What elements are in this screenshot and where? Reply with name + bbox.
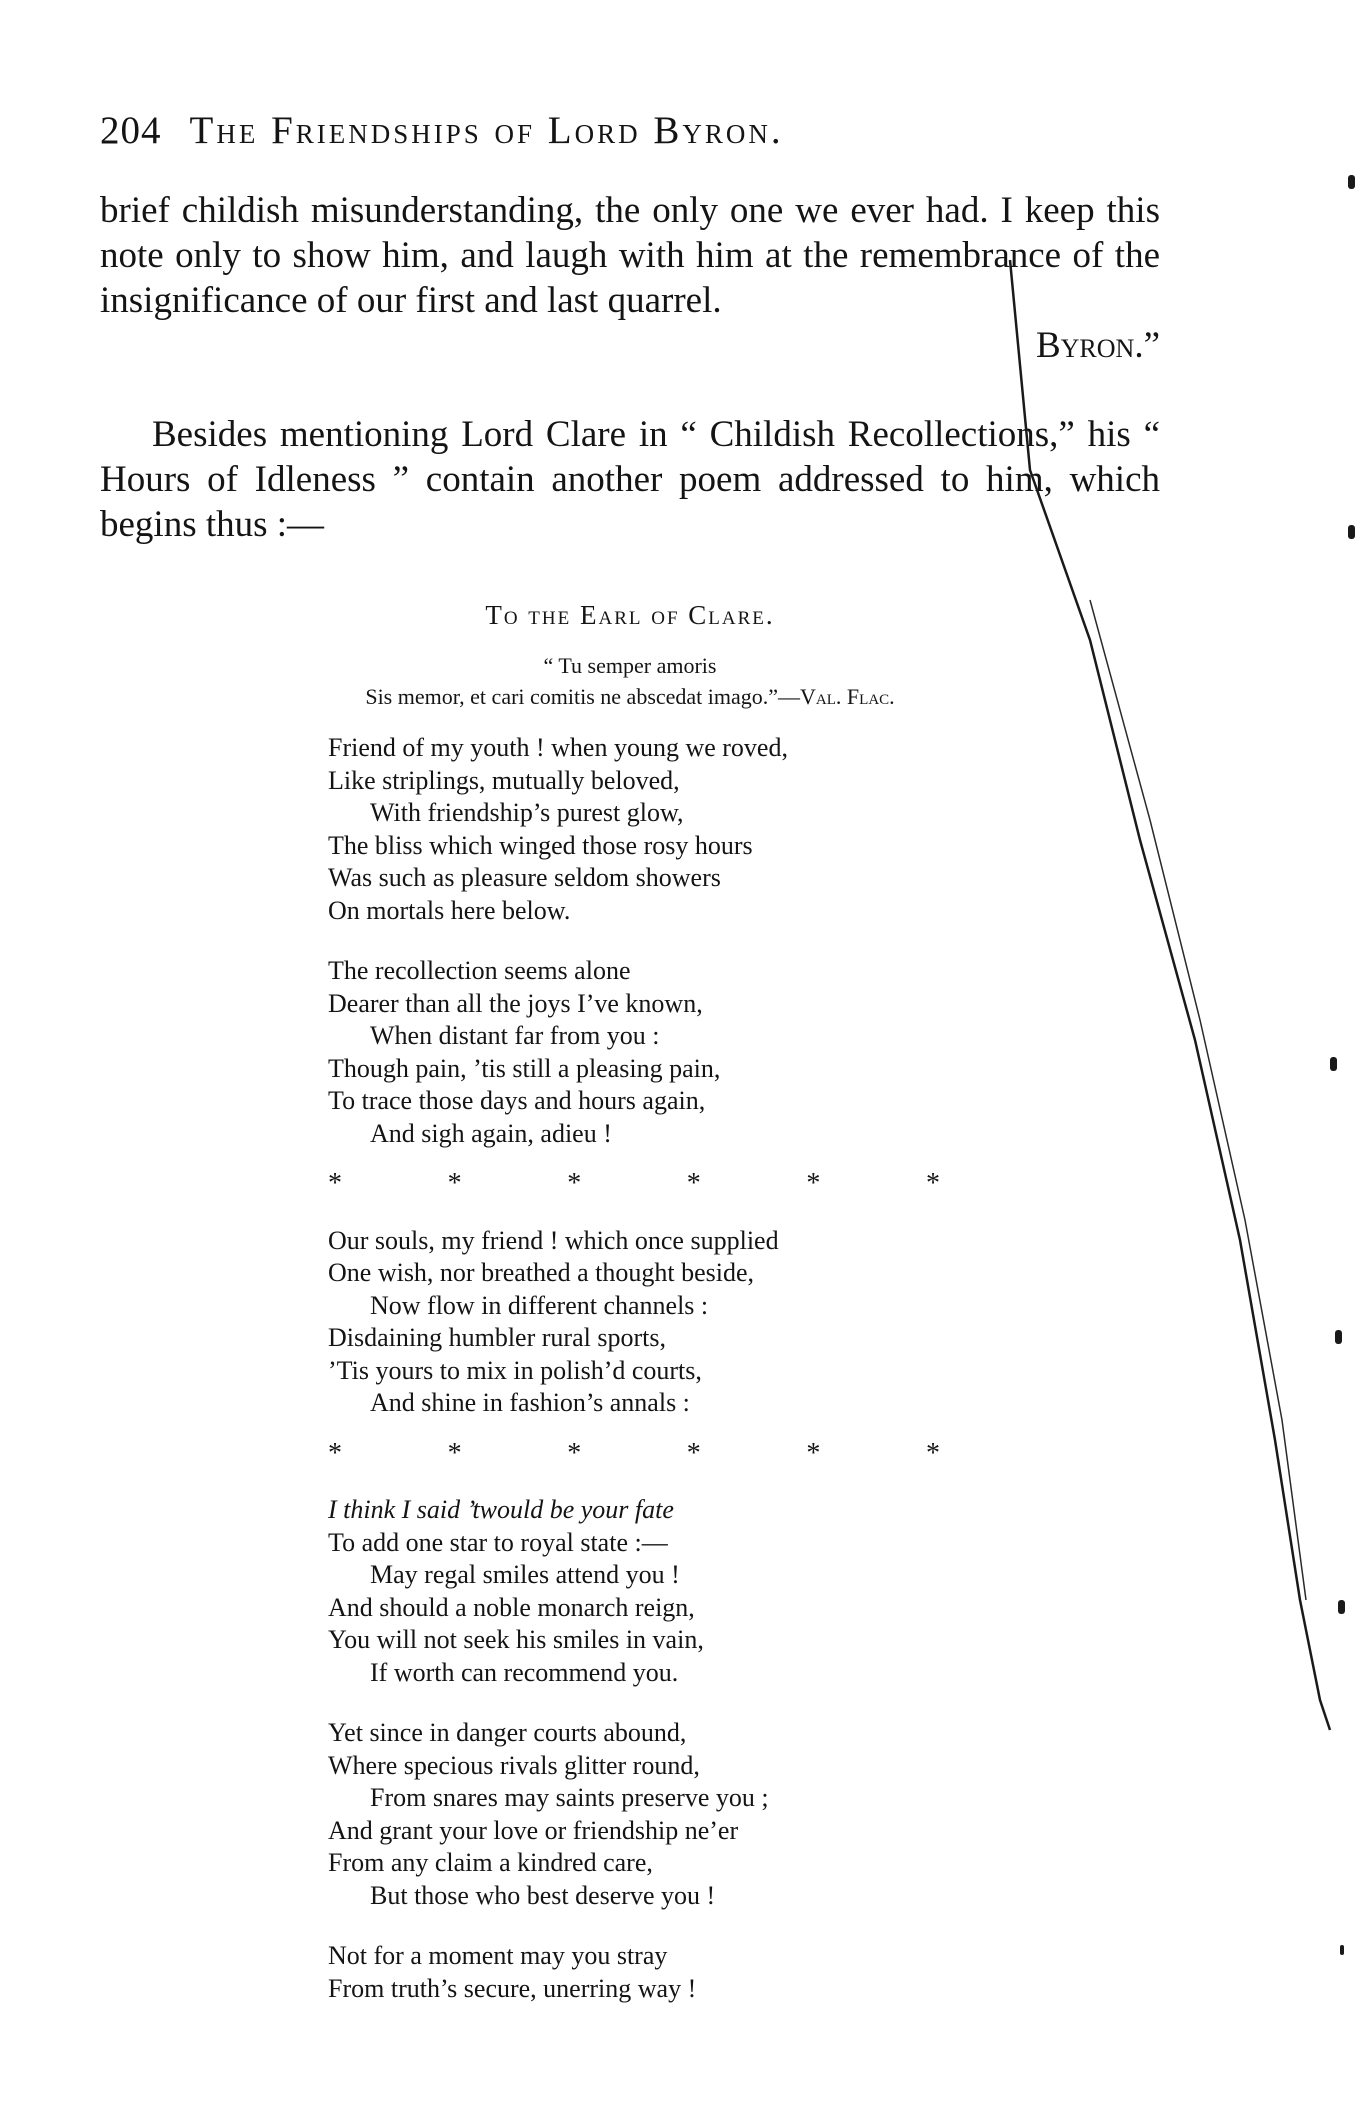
verse-line: Dearer than all the joys I’ve known, [328,988,703,1018]
poem-title: To the Earl of Clare. [485,600,775,630]
verse-line: From any claim a kindred care, [328,1848,653,1877]
verse-line: And sigh again, adieu ! [370,1118,612,1148]
asterisk: * [567,1168,582,1199]
verse-line: From snares may saints preserve you ; [370,1783,769,1812]
verse-line: Our souls, my friend ! which once supplied [328,1225,779,1255]
asterisk: * [328,1168,342,1199]
verse-line: Not for a moment may you stray [328,1941,668,1970]
verse-line: You will not seek his smiles in vain, [328,1625,704,1654]
verse-line: ’Tis yours to mix in polish’d courts, [328,1355,702,1385]
verse-line: When distant far from you : [370,1021,660,1050]
letter-text: brief childish misunderstanding, the only one we ever had. I keep this note only to show him, and laugh with him at the remembrance of the insignificance of our first and last quarrel. [100,190,1160,321]
verse-line: If worth can recommend you. [370,1657,679,1687]
verse-line: Like striplings, mutually beloved, [328,765,680,795]
verse-line: To trace those days and hours again, [328,1086,706,1115]
intro-text: Besides mentioning Lord Clare in “ Childish Recollections,” his “ Hours of Idleness ” contain another poem addressed to him, which begins thus :— [100,414,1160,545]
asterisk: * [447,1168,462,1199]
epigraph-line-2: Sis memor, et cari comitis ne abscedat imago.”—Val. Flac. [365,684,895,709]
verse-line: And should a noble monarch reign, [328,1592,695,1622]
verse-line: And shine in fashion’s annals : [370,1388,690,1417]
verse-line: The bliss which winged those rosy hours [328,830,753,860]
asterisk: * [806,1168,821,1199]
verse-line: I think I said ’twould be your fate [328,1495,674,1524]
margin-ink-mark [1335,1330,1342,1344]
asterisk: * [806,1437,821,1469]
margin-ink-mark [1330,1057,1337,1071]
margin-ink-mark [1340,1945,1344,1955]
verse-line: And grant your love or friendship ne’er [328,1815,739,1845]
letter-signature: Byron.” [1035,325,1160,366]
verse-line: Was such as pleasure seldom showers [328,863,721,892]
scratch-path [1010,260,1330,1730]
asterisk: * [567,1437,582,1469]
asterisk: * [686,1437,701,1469]
margin-ink-mark [1348,175,1355,189]
margin-ink-mark [1348,525,1355,539]
verse-line: But those who best deserve you ! [370,1880,716,1910]
verse-line: May regal smiles attend you ! [370,1560,680,1589]
scratch-path [1090,600,1306,1600]
asterisk: * [447,1437,462,1469]
verse-line: To add one star to royal state :— [328,1527,668,1557]
running-title: The Friendships of Lord Byron. [189,109,784,152]
verse-line: Friend of my youth ! when young we roved, [328,733,788,762]
verse-line: Disdaining humbler rural sports, [328,1323,666,1352]
margin-ink-mark [1338,1600,1345,1614]
epigraph-source: Val. Flac. [800,684,895,709]
verse-line: Though pain, ’tis still a pleasing pain, [328,1053,721,1083]
verse-line: From truth’s secure, unerring way ! [328,1973,697,2003]
verse-line: Yet since in danger courts abound, [328,1718,687,1747]
asterisk: * [686,1168,701,1199]
page-number: 204 [100,109,162,152]
asterisk: * [925,1168,940,1199]
asterisk: * [328,1437,342,1469]
verse-line: On mortals here below. [328,895,571,925]
asterisk: * [925,1437,940,1469]
verse-line: Now flow in different channels : [370,1290,709,1320]
verse-line: Where specious rivals glitter round, [328,1750,700,1780]
verse-line: The recollection seems alone [328,956,631,985]
verse-line: With friendship’s purest glow, [370,798,684,827]
epigraph-line-1: “ Tu semper amoris [543,653,717,678]
verse-line: One wish, nor breathed a thought beside, [328,1258,755,1287]
